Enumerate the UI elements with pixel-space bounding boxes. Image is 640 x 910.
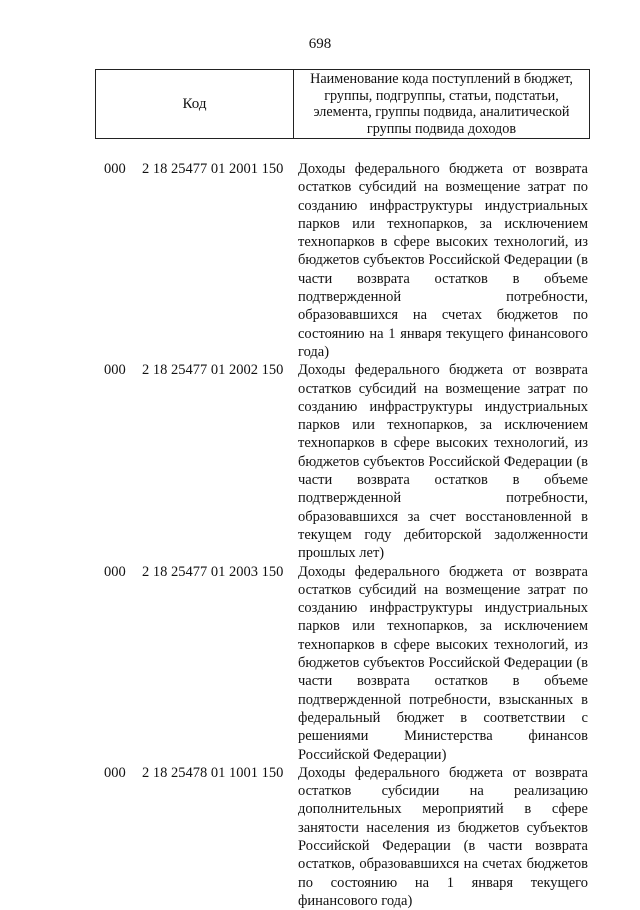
revenue-code: 2 18 25477 01 2003 150 [142,563,284,580]
revenue-description: Доходы федерального бюджета от возврата остатков субсидий на возмещение затрат по созданию инфраструктуры индустриальных парков или технопарков, за исключением технопарков в сфере высоких технологий, из бюджетов субъектов Российской Федерации (в части возврата остатков в объеме подтвержденной потребности, образовавшихся на счетах бюджетов по состоянию на 1 января текущего финансового года) [298,161,588,360]
admin-code: 000 [104,764,126,781]
header-code-cell: Код [96,70,294,138]
admin-code: 000 [104,362,126,379]
revenue-description: Доходы федерального бюджета от возврата остатков субсидий на возмещение затрат по созданию инфраструктуры индустриальных парков или технопарков, за исключением технопарков в сфере высоких технологий, из бюджетов субъектов Российской Федерации (в части возврата остатков в объеме подтвержденной потребности, взысканных в федеральный бюджет в соответствии с решениями Министерства финансов Российской Федерации) [298,563,588,763]
table-row [0,563,640,764]
page-number: 698 [308,36,332,52]
revenue-code: 2 18 25478 01 1001 150 [142,764,284,781]
admin-code: 000 [104,161,126,177]
header-name-cell: Наименование кода поступлений в бюджет, группы, подгруппы, статьи, подстатьи, элемента, группы подвида, аналитической группы подвида доходов [310,71,573,137]
revenue-description: Доходы федерального бюджета от возврата остатков субсидий на возмещение затрат по созданию инфраструктуры индустриальных парков или технопарков, за исключением технопарков в сфере высоких технологий, из бюджетов субъектов Российской Федерации (в части возврата остатков в объеме подтвержденной потребности, образовавшихся за счет восстановленной в текущем году дебиторской задолженности прошлых лет) [298,362,588,562]
table-row [0,361,640,562]
revenue-code: 2 18 25477 01 2001 150 [142,161,284,177]
table-row [0,160,640,361]
table-header [95,69,590,139]
table-body [0,160,640,910]
table-row [0,764,640,910]
revenue-description: Доходы федерального бюджета от возврата остатков субсидии на реализацию дополнительных мероприятий в сфере занятости населения из бюджетов субъектов Российской Федерации (в части возврата остатков, образовавшихся на счетах бюджетов по состоянию на 1 января текущего финансового года) [298,764,588,909]
admin-code: 000 [104,563,126,580]
revenue-code: 2 18 25477 01 2002 150 [142,362,284,379]
